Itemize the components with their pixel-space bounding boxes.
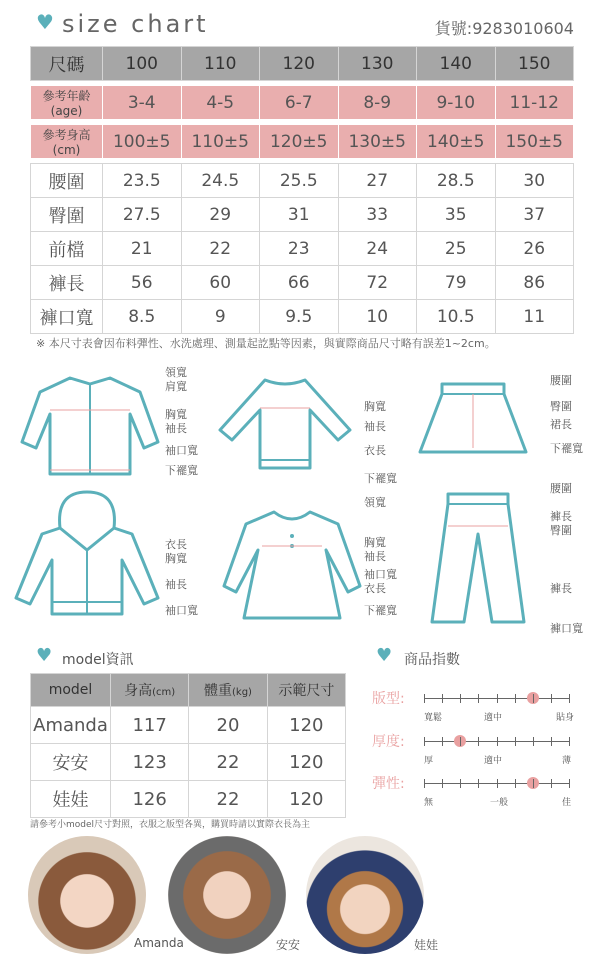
- diagram-label: 胸寬: [165, 552, 187, 565]
- weight-col-header: [189, 674, 267, 707]
- measure-cell: 79: [417, 266, 496, 300]
- measure-cell: 23.5: [103, 164, 182, 198]
- diagram-label: 袖口寬: [165, 604, 198, 617]
- photo-name: 安安: [276, 938, 301, 952]
- measure-label: 前檔: [31, 232, 103, 266]
- page-title: size chart: [62, 10, 209, 38]
- model-height: 123: [111, 744, 189, 781]
- diagram-label: 袖長: [364, 550, 386, 563]
- size-col-header: 示範尺寸: [267, 674, 345, 707]
- heart-icon: ♥: [376, 645, 393, 666]
- weight-col-unit: (kg): [232, 687, 252, 698]
- measure-cell: 56: [103, 266, 182, 300]
- diagram-label: 下襬寬: [165, 464, 198, 477]
- size-cell: 140: [417, 47, 496, 81]
- measure-cell: 22: [181, 232, 260, 266]
- heart-icon: ♥: [36, 645, 53, 666]
- measure-cell: 8.5: [103, 300, 182, 334]
- scale-tick: [460, 779, 461, 788]
- age-cell: 8-9: [338, 86, 417, 120]
- measure-label: 腰圍: [31, 164, 103, 198]
- model-table: [30, 673, 346, 818]
- height-label: 參考身高(cm): [31, 125, 103, 159]
- scale-name: 版型:: [372, 691, 405, 707]
- weight-col-label: 體重: [204, 683, 233, 699]
- scale-name: 厚度:: [372, 734, 405, 750]
- scale-name: 彈性:: [372, 776, 405, 792]
- scale-tick: [497, 779, 498, 788]
- measure-cell: 10: [338, 300, 417, 334]
- diagram-label: 袖口寬: [364, 568, 397, 581]
- height-cell: 100±5: [103, 125, 182, 159]
- diagram-label: 褲長: [550, 582, 572, 595]
- header: [0, 8, 600, 40]
- scale-tick: [424, 737, 425, 746]
- scale-tick: [497, 737, 498, 746]
- height-cell: 130±5: [338, 125, 417, 159]
- model-table-header: [31, 674, 346, 707]
- model-photo-wawa: [306, 836, 424, 954]
- height-col-unit: (cm): [152, 687, 176, 698]
- height-row: [31, 125, 574, 159]
- measure-cell: 30: [495, 164, 574, 198]
- measure-cell: 60: [181, 266, 260, 300]
- diagram-label: 褲長: [550, 510, 572, 523]
- measure-cell: 25.5: [260, 164, 339, 198]
- size-head-label: 尺碼: [31, 47, 103, 81]
- height-cell: 140±5: [417, 125, 496, 159]
- diagram-label: 袖長: [165, 422, 187, 435]
- model-section-title: model資訊: [62, 652, 134, 668]
- scale-tick: [569, 694, 570, 703]
- diagram-label: 肩寬: [165, 380, 187, 393]
- age-row: [31, 86, 574, 120]
- size-note: ※ 本尺寸表會因布料彈性、水洗處理、測量起訖點等因素，與實際商品尺寸略有誤差1~2cm。: [36, 337, 496, 350]
- diagram-label: 下襬寬: [364, 604, 397, 617]
- measure-label: 褲口寬: [31, 300, 103, 334]
- diagram-label: 腰圍: [550, 482, 572, 495]
- scale-tick: [551, 779, 552, 788]
- elasticity-scale: [372, 773, 582, 813]
- measure-cell: 24: [338, 232, 417, 266]
- scale-tick: [569, 779, 570, 788]
- scale-tick: [478, 779, 479, 788]
- skirt-diagram: [418, 380, 528, 456]
- model-note: 請參考小model尺寸對照，衣服之版型各異，購買時請以實際衣長為主: [30, 820, 311, 830]
- diagram-label: 領寬: [165, 366, 187, 379]
- diagram-label: 袖長: [364, 420, 386, 433]
- age-cell: 3-4: [103, 86, 182, 120]
- diagram-label: 胸寬: [165, 408, 187, 421]
- measure-cell: 27: [338, 164, 417, 198]
- height-col-label: 身高: [124, 683, 153, 699]
- measure-cell: 86: [495, 266, 574, 300]
- model-row: [31, 781, 346, 818]
- scale-tick: [478, 694, 479, 703]
- model-size: 120: [267, 707, 345, 744]
- diagram-label: 下襬寬: [550, 442, 583, 455]
- scale-label-mid: 適中: [484, 713, 503, 723]
- scale-tick: [533, 694, 534, 703]
- measure-row: [31, 164, 574, 198]
- measure-cell: 26: [495, 232, 574, 266]
- size-cell: 120: [260, 47, 339, 81]
- size-table: [30, 46, 574, 334]
- model-size: 120: [267, 744, 345, 781]
- thickness-scale: [372, 731, 582, 771]
- measure-row: [31, 300, 574, 334]
- measure-cell: 9.5: [260, 300, 339, 334]
- measure-cell: 25: [417, 232, 496, 266]
- scale-tick: [569, 737, 570, 746]
- measure-cell: 28.5: [417, 164, 496, 198]
- photo-name: 娃娃: [414, 938, 439, 952]
- scale-label-mid: 一般: [490, 798, 509, 808]
- size-cell: 150: [495, 47, 574, 81]
- model-size: 120: [267, 781, 345, 818]
- scale-tick: [551, 694, 552, 703]
- measure-cell: 66: [260, 266, 339, 300]
- measure-row: [31, 232, 574, 266]
- diagram-label: 衣長: [364, 444, 386, 457]
- diagram-label: 褲口寬: [550, 622, 583, 635]
- measure-cell: 11: [495, 300, 574, 334]
- model-weight: 20: [189, 707, 267, 744]
- model-photo-anan: [168, 836, 286, 954]
- measure-cell: 29: [181, 198, 260, 232]
- hoodie-diagram: [12, 488, 162, 618]
- measure-cell: 72: [338, 266, 417, 300]
- scale-tick: [533, 737, 534, 746]
- age-cell: 11-12: [495, 86, 574, 120]
- diagram-label: 臀圍: [550, 400, 572, 413]
- scale-tick: [478, 737, 479, 746]
- diagram-label: 衣長: [364, 582, 386, 595]
- scale-tick: [533, 779, 534, 788]
- model-row: [31, 744, 346, 781]
- age-cell: 6-7: [260, 86, 339, 120]
- measure-cell: 24.5: [181, 164, 260, 198]
- model-weight: 22: [189, 781, 267, 818]
- photo-name: Amanda: [134, 936, 184, 950]
- height-col-header: [111, 674, 189, 707]
- scale-tick: [515, 779, 516, 788]
- scale-label-mid: 適中: [484, 756, 503, 766]
- measure-cell: 27.5: [103, 198, 182, 232]
- scale-tick: [442, 737, 443, 746]
- sweater-diagram: [210, 374, 360, 474]
- diagram-label: 臀圍: [550, 524, 572, 537]
- size-row: [31, 47, 574, 81]
- measure-cell: 10.5: [417, 300, 496, 334]
- scale-tick: [424, 694, 425, 703]
- model-height: 126: [111, 781, 189, 818]
- diagram-label: 領寬: [364, 496, 386, 509]
- model-name: Amanda: [31, 707, 111, 744]
- measure-label: 臀圍: [31, 198, 103, 232]
- measure-cell: 37: [495, 198, 574, 232]
- garment-diagrams: [0, 360, 600, 640]
- model-name: 娃娃: [31, 781, 111, 818]
- diagram-label: 裙長: [550, 418, 572, 431]
- measure-cell: 9: [181, 300, 260, 334]
- scale-label-low: 寬鬆: [424, 713, 443, 723]
- diagram-label: 袖口寬: [165, 444, 198, 457]
- model-col-header: model: [31, 674, 111, 707]
- scale-label-high: 薄: [562, 756, 572, 766]
- diagram-label: 下襬寬: [364, 472, 397, 485]
- shirt-diagram: [20, 370, 160, 480]
- measure-cell: 33: [338, 198, 417, 232]
- index-section-title: 商品指數: [404, 652, 460, 668]
- dress-diagram: [222, 506, 362, 622]
- age-label: 參考年齡(age): [31, 86, 103, 120]
- measure-cell: 31: [260, 198, 339, 232]
- age-cell: 9-10: [417, 86, 496, 120]
- height-cell: 120±5: [260, 125, 339, 159]
- measure-row: [31, 266, 574, 300]
- heart-icon: ♥: [36, 10, 54, 34]
- scale-tick: [460, 694, 461, 703]
- measure-row: [31, 198, 574, 232]
- item-number: 貨號:9283010604: [434, 19, 574, 38]
- scale-label-low: 無: [424, 798, 434, 808]
- height-cell: 110±5: [181, 125, 260, 159]
- measure-cell: 35: [417, 198, 496, 232]
- age-cell: 4-5: [181, 86, 260, 120]
- diagram-label: 袖長: [165, 578, 187, 591]
- pants-diagram: [428, 490, 528, 626]
- measure-cell: 23: [260, 232, 339, 266]
- scale-tick: [515, 737, 516, 746]
- model-photo-amanda: [28, 836, 146, 954]
- model-height: 117: [111, 707, 189, 744]
- diagram-label: 腰圍: [550, 374, 572, 387]
- measure-label: 褲長: [31, 266, 103, 300]
- scale-tick: [515, 694, 516, 703]
- scale-tick: [442, 779, 443, 788]
- diagram-label: 衣長: [165, 538, 187, 551]
- model-name: 安安: [31, 744, 111, 781]
- scale-label-high: 佳: [562, 798, 572, 808]
- scale-tick: [442, 694, 443, 703]
- scale-label-low: 厚: [424, 756, 434, 766]
- measure-cell: 21: [103, 232, 182, 266]
- model-weight: 22: [189, 744, 267, 781]
- size-cell: 130: [338, 47, 417, 81]
- scale-tick: [424, 779, 425, 788]
- diagram-label: 胸寬: [364, 536, 386, 549]
- scale-tick: [460, 737, 461, 746]
- model-row: [31, 707, 346, 744]
- size-cell: 110: [181, 47, 260, 81]
- scale-label-high: 貼身: [556, 713, 575, 723]
- fit-scale: [372, 688, 582, 728]
- scale-tick: [551, 737, 552, 746]
- size-cell: 100: [103, 47, 182, 81]
- scale-tick: [497, 694, 498, 703]
- height-cell: 150±5: [495, 125, 574, 159]
- diagram-label: 胸寬: [364, 400, 386, 413]
